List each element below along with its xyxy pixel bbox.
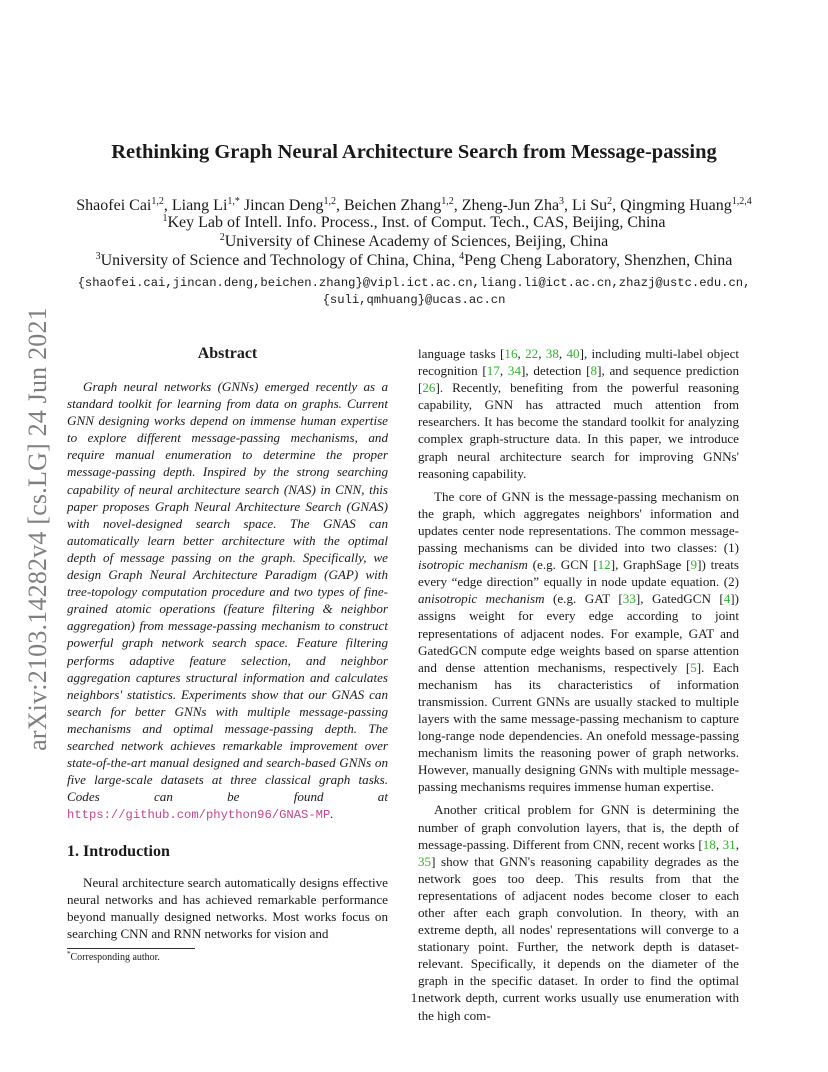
author-name: Beichen Zhang	[343, 197, 442, 214]
citation[interactable]: 16	[504, 346, 518, 361]
paragraph-1: language tasks [16, 22, 38, 40], including multi-label object recognition [17, 34], detection [8], and sequence prediction [26]. Recently, benefiting from the powerful reasoning capability, GNN has attracted much attention from researchers. It has become the standard toolkit for analyzing complex graph-structure data. In this paper, we introduce graph neural architecture search for improving GNNs' reasoning capability.	[418, 346, 740, 481]
author-affiliation-mark: 2	[607, 196, 613, 207]
author-affiliation-mark: 1,*	[227, 196, 240, 207]
author-name: Qingming Huang	[620, 197, 732, 214]
citation[interactable]: 26	[422, 380, 436, 396]
citation[interactable]: 8	[590, 363, 598, 379]
citation[interactable]: 31	[722, 836, 736, 852]
author-affiliation-mark: 1,2	[323, 196, 336, 207]
affiliation-2: $^2$University of Chinese Academy of Sciences, Beijing, China	[219, 232, 609, 250]
author-affiliation-mark: 3	[559, 196, 565, 207]
citation[interactable]: 38	[545, 346, 559, 361]
paragraph-2: The core of GNN is the message-passing mechanism on the graph, which aggregates neighbors' information and updates center node representations. The common message-passing mechanisms can be divided into two classes: (1) isotropic mechanism (e.g. GCN [12], GraphSage [9]) treats every “edge direction” equally in node update equation. (2) anisotropic mechanism (e.g. GAT [33], GatedGCN [4]) assigns weight for every edge according to joint representations of adjacent nodes. For example, GAT and GatedGCN compute edge weights based on sparse attention and dense attention mechanisms, respectively [5]. Each mechanism has its characteristics of information transmission. Current GNNs are usually stacked to multiple layers with the same message-passing mechanism to capture long-range node dependencies. An onefold message-passing mechanism limits the reasoning power of graph networks. However, manually designing GNNs with multiple message-passing mechanisms requires immense human expertise.	[418, 488, 740, 795]
citation[interactable]: 35	[418, 853, 432, 869]
introduction-body: Neural architecture search automatically designs effective neural networks and has achieved remarkable performance beyond manually designed networks. Most works focus on searching CNN and RNN networks for vision and	[67, 875, 388, 942]
affiliation-1: $^1$Key Lab of Intell. Info. Process., Inst. of Comput. Tech., CAS, Beijing, China	[162, 213, 666, 231]
arxiv-identifier: arXiv:2103.14282v4 [cs.LG] 24 Jun 2021	[23, 307, 52, 751]
citation[interactable]: 34	[507, 363, 521, 379]
citation[interactable]: 4	[723, 591, 731, 607]
author-name: Jincan Deng	[243, 197, 324, 214]
email-line-2: {suli,qmhuang}@ucas.ac.cn	[322, 293, 506, 307]
right-column-body	[418, 345, 739, 1030]
author-separator: ,	[612, 197, 621, 214]
author-name: Shaofei Cai	[76, 197, 152, 214]
footnote-divider	[67, 948, 195, 949]
author-affiliation-mark: 1,2,4	[731, 196, 752, 207]
citation[interactable]: 12	[597, 557, 611, 573]
author-affiliation-mark: 1,2	[441, 196, 454, 207]
author-separator: ,	[564, 197, 573, 214]
paragraph-3: Another critical problem for GNN is determining the number of graph convolution layers, that is, the depth of message-passing. Different from CNN, recent works [18, 31, 35] show that GNN's reasoning capability degrades as the network goes too deep. This results from that the representations of adjacent nodes become closer to each other after each graph convolution. In theory, with an extreme depth, all nodes' representations will converge to a stationary point. Further, the network depth is dataset-relevant. Specifically, it depends on the diameter of the graph in the specific dataset. In order to find the optimal network depth, current works usually use enumeration with the high com-	[418, 802, 739, 1023]
author-separator: ,	[453, 197, 462, 214]
citation[interactable]: 5	[690, 659, 697, 675]
author-name: Zheng-Jun Zha	[461, 197, 560, 214]
abstract-body: Graph neural networks (GNNs) emerged recently as a standard toolkit for learning from data on graphs. Current GNN designing works depend on immense human expertise to explore different message-passing mechanisms, and require manual enumeration to determine the proper message-passing depth. Inspired by the strong searching capability of neural architecture search (NAS) in CNN, this paper proposes Graph Neural Architecture Search (GNAS) with novel-designed search space. The GNAS can automatically learn better architecture with the optimal depth of message passing on the graph. Specifically, we design Graph Neural Architecture Paradigm (GAP) with tree-topology computation procedure and two types of fine-grained atomic operations (feature filtering & neighbor aggregation) from message-passing mechanism to construct powerful graph network search space. Feature filtering performs adaptive feature selection, and neighbor aggregation captures structural information and calculates neighbors' statistics. Experiments show that our GNAS can search for better GNNs with multiple message-passing mechanisms and optimal message-passing depth. The searched network achieves remarkable improvement over state-of-the-art manual designed and search-based GNNs on five large-scale datasets at three classical graph tasks. Codes can be found at https://github.com/phython96/GNAS-MP.	[67, 379, 388, 823]
citation[interactable]: 17	[486, 363, 500, 379]
citation[interactable]: 40	[566, 346, 580, 361]
citation[interactable]: 18	[702, 836, 716, 852]
author-name: Liang Li	[171, 197, 228, 214]
author-name: Li Su	[572, 197, 608, 214]
paper-title: Rethinking Graph Neural Architecture Search from Message-passing	[111, 141, 717, 163]
citation[interactable]: 22	[525, 346, 539, 361]
footnote: *Corresponding author.	[67, 950, 160, 963]
citation[interactable]: 9	[690, 557, 698, 573]
affiliation-3-4: $^3$University of Science and Technology of China, China, $^4$Peng Cheng Laboratory, Shenzhen, China	[95, 251, 733, 269]
author-separator: ,	[335, 197, 344, 214]
introduction-heading: 1. Introduction	[67, 843, 170, 860]
author-separator: ,	[163, 197, 172, 214]
author-affiliation-mark: 1,2	[151, 196, 164, 207]
email-line-1: {shaofei.cai,jincan.deng,beichen.zhang}@vipl.ict.ac.cn,liang.li@ict.ac.cn,zhazj@ustc.edu.cn,	[77, 276, 751, 290]
code-link[interactable]: https://github.com/phython96/GNAS-MP	[67, 808, 331, 823]
abstract-heading: Abstract	[197, 345, 258, 362]
citation[interactable]: 33	[622, 591, 636, 607]
page-number: 1	[410, 990, 418, 1005]
